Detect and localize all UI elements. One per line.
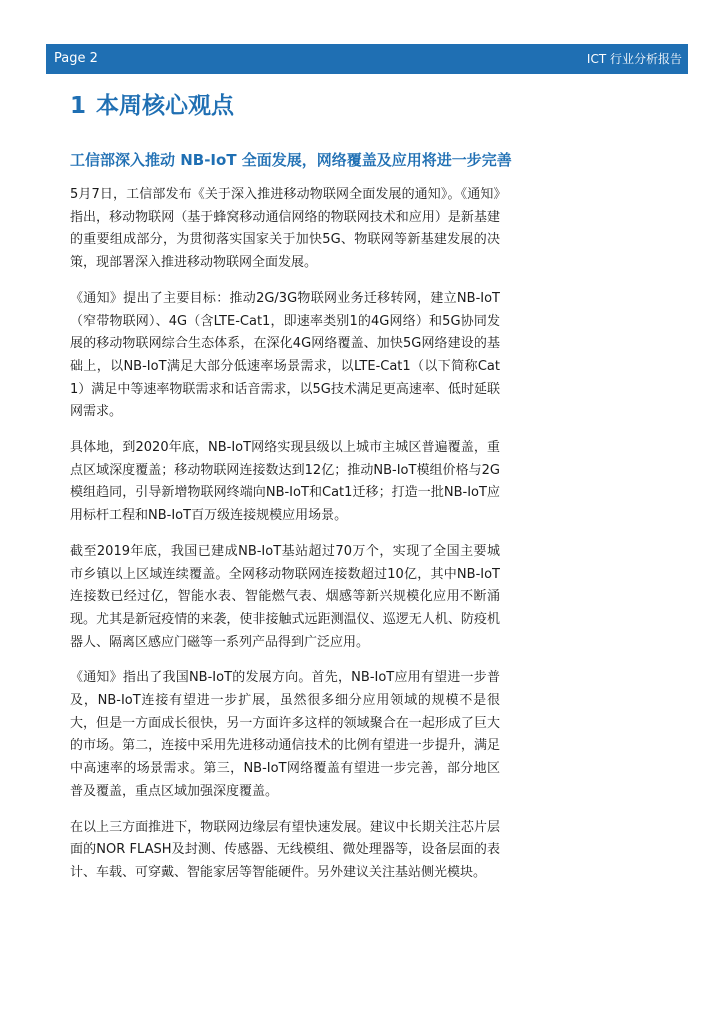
paragraph: 在以上三方面推进下，物联网边缘层有望快速发展。建议中长期关注芯片层面的NOR FLASH及封测、传感器、无线模组、微处理器等，设备层面的表计、车载、可穿戴、智能家居等智能硬件。另外建议关注基站侧光模块。 [70,819,500,880]
page-header-bar [46,44,688,74]
section-number: 1 [70,93,87,119]
section-heading [70,92,234,120]
paragraph: 截至2019年底，我国已建成NB-IoT基站超过70万个，实现了全国主要城市乡镇以上区域连续覆盖。全网移动物联网连接数超过10亿，其中NB-IoT连接数已经过亿，智能水表、智能燃气表、烟感等新兴规模化应用不断涌现。尤其是新冠疫情的来袭，使非接触式远距测温仪、巡逻无人机、防疫机器人、隔离区感应门磁等一系列产品得到广泛应用。 [70,543,500,650]
page-number: Page 2 [54,51,98,66]
article-subtitle: 工信部深入推动 NB-IoT 全面发展，网络覆盖及应用将进一步完善 [70,151,512,169]
paragraph: 5月7日，工信部发布《关于深入推进移动物联网全面发展的通知》。《通知》指出，移动物联网（基于蜂窝移动通信网络的物联网技术和应用）是新基建的重要组成部分，为贯彻落实国家关于加快5G、物联网等新基建发展的决策，现部署深入推进移动物联网全面发展。 [70,187,500,271]
section-title: 本周核心观点 [96,93,235,119]
report-title: ICT 行业分析报告 [586,52,682,66]
paragraph: 具体地，到2020年底，NB-IoT网络实现县级以上城市主城区普遍覆盖，重点区域深度覆盖；移动物联网连接数达到12亿；推动NB-IoT模组价格与2G模组趋同，引导新增物联网终端向NB-IoT和Cat1迁移；打造一批NB-IoT应用标杆工程和NB-IoT百万级连接规模应用场景。 [70,440,500,524]
paragraph: 《通知》提出了主要目标：推动2G/3G物联网业务迁移转网，建立NB-IoT（窄带物联网）、4G（含LTE-Cat1，即速率类别1的4G网络）和5G协同发展的移动物联网综合生态体系，在深化4G网络覆盖、加快5G网络建设的基础上，以NB-IoT满足大部分低速率场景需求，以LTE-Cat1（以下简称Cat1）满足中等速率物联需求和话音需求，以5G技术满足更高速率、低时延联网需求。 [70,290,500,420]
paragraph: 《通知》指出了我国NB-IoT的发展方向。首先，NB-IoT应用有望进一步普及，NB-IoT连接有望进一步扩展，虽然很多细分应用领域的规模不是很大，但是一方面成长很快，另一方面许多这样的领域聚合在一起形成了巨大的市场。第二，连接中采用先进移动通信技术的比例有望进一步提升，满足中高速率的场景需求。第三，NB-IoT网络覆盖有望进一步完善，部分地区普及覆盖，重点区域加强深度覆盖。 [70,670,500,799]
article-body [70,184,500,898]
